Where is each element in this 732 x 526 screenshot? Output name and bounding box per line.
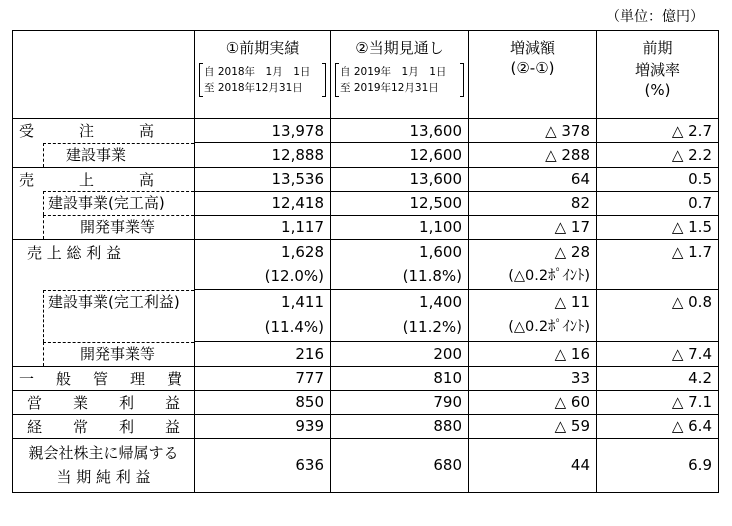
sales-prev: 13,536	[195, 167, 331, 191]
gross-dev-label: 開発事業等	[43, 342, 194, 366]
header-row	[13, 31, 719, 119]
row-op	[13, 390, 719, 414]
header-prev-from: 自 2018年 1月 1日	[204, 66, 311, 78]
forecast-table	[12, 30, 719, 493]
header-curr-from: 自 2019年 1月 1日	[340, 66, 447, 78]
gross-const-curr-cell	[331, 290, 469, 342]
row-sales-dev	[13, 215, 719, 240]
gross-const-label: 建設事業(完工利益)	[43, 290, 194, 342]
op-rate: △ 7.1	[597, 390, 719, 414]
label-char: 上	[78, 170, 94, 189]
gross-curr-ratio: (11.8%)	[402, 267, 462, 285]
label-char: 益	[164, 393, 180, 412]
row-sales-const	[13, 191, 719, 215]
header-diff-title: 増減額	[509, 39, 555, 57]
sales-dev-label: 開発事業等	[43, 215, 194, 239]
gross-diff: △ 28	[554, 243, 590, 261]
orders-prev: 13,978	[195, 119, 331, 143]
sga-prev: 777	[195, 366, 331, 390]
gross-prev-cell	[195, 240, 331, 290]
op-curr: 790	[331, 390, 469, 414]
label-orders	[13, 119, 195, 143]
sales-dev-prev: 1,117	[195, 215, 331, 240]
gross-diff-points: (△0.2ﾎﾟｲﾝﾄ)	[508, 268, 590, 284]
row-orders	[13, 119, 719, 143]
row-orders-const	[13, 143, 719, 168]
op-diff: △ 60	[469, 390, 597, 414]
sga-rate: 4.2	[597, 366, 719, 390]
gross-dev-prev: 216	[195, 342, 331, 367]
row-net	[13, 438, 719, 492]
gross-curr: 1,600	[419, 243, 462, 261]
orders-const-label: 建設事業	[43, 143, 194, 167]
label-char: 費	[166, 369, 182, 388]
gross-const-curr-ratio: (11.2%)	[402, 318, 462, 336]
net-label-line1: 親会社株主に帰属する	[28, 444, 179, 462]
header-rate-sub: 増減率	[634, 61, 680, 79]
gross-curr-cell	[331, 240, 469, 290]
label-char: 利	[118, 393, 134, 412]
label-char: 高	[138, 122, 154, 141]
header-curr-title: ②当期見通し	[355, 39, 444, 57]
label-char: 売	[19, 170, 35, 189]
row-gross	[13, 240, 719, 290]
label-char: 般	[55, 369, 71, 388]
gross-dev-diff: △ 16	[469, 342, 597, 367]
orders-const-diff: △ 288	[469, 143, 597, 168]
orders-rate: △ 2.7	[597, 119, 719, 143]
orders-curr: 13,600	[331, 119, 469, 143]
header-diff-sub: (②-①)	[510, 59, 555, 77]
sales-const-prev: 12,418	[195, 191, 331, 215]
row-sga	[13, 366, 719, 390]
header-prev-to: 至 2018年12月31日	[204, 82, 303, 94]
gross-prev: 1,628	[281, 243, 324, 261]
label-char: 高	[138, 170, 154, 189]
gross-const-diff-cell	[469, 290, 597, 342]
orders-const-prev: 12,888	[195, 143, 331, 168]
sga-curr: 810	[331, 366, 469, 390]
label-char: 常	[72, 417, 88, 436]
gross-const-prev-cell	[195, 290, 331, 342]
label-gross	[13, 240, 195, 290]
label-sales-const	[13, 191, 195, 215]
label-sales	[13, 167, 195, 191]
label-ord	[13, 414, 195, 438]
label-char: 営	[27, 393, 43, 412]
header-curr	[331, 31, 469, 119]
orders-diff: △ 378	[469, 119, 597, 143]
label-sales-dev	[13, 215, 195, 240]
gross-const-diff: △ 11	[554, 293, 590, 311]
sales-dev-curr: 1,100	[331, 215, 469, 240]
header-rate-title: 前期	[642, 39, 673, 57]
net-label-line2: 当 期 純 利 益	[56, 468, 151, 486]
label-char: 受	[19, 122, 35, 141]
gross-const-prev-ratio: (11.4%)	[264, 318, 324, 336]
unit-note: （単位：億円）	[606, 9, 704, 25]
net-prev: 636	[195, 438, 331, 492]
label-char: 一	[19, 369, 35, 388]
label-char: 理	[129, 369, 145, 388]
ord-rate: △ 6.4	[597, 414, 719, 438]
header-prev-title: ①前期実績	[225, 39, 300, 57]
sales-curr: 13,600	[331, 167, 469, 191]
row-sales	[13, 167, 719, 191]
sales-rate: 0.5	[597, 167, 719, 191]
header-prev	[195, 31, 331, 119]
sales-const-diff: 82	[469, 191, 597, 215]
orders-const-rate: △ 2.2	[597, 143, 719, 168]
ord-curr: 880	[331, 414, 469, 438]
gross-dev-curr: 200	[331, 342, 469, 367]
label-gross-const	[13, 290, 195, 342]
gross-const-diff-points: (△0.2ﾎﾟｲﾝﾄ)	[508, 319, 590, 335]
sales-const-curr: 12,500	[331, 191, 469, 215]
header-rate-unit: (%)	[644, 81, 671, 99]
label-char: 業	[72, 393, 88, 412]
row-gross-const	[13, 290, 719, 342]
label-orders-const	[13, 143, 195, 168]
header-blank	[13, 31, 195, 119]
gross-rate: △ 1.7	[597, 240, 719, 290]
sales-const-rate: 0.7	[597, 191, 719, 215]
gross-const-curr: 1,400	[419, 293, 462, 311]
sales-dev-diff: △ 17	[469, 215, 597, 240]
net-diff: 44	[469, 438, 597, 492]
sales-const-label: 建設事業(完工高)	[43, 191, 194, 215]
ord-prev: 939	[195, 414, 331, 438]
header-curr-to: 至 2019年12月31日	[340, 82, 439, 94]
row-gross-dev	[13, 342, 719, 367]
orders-const-curr: 12,600	[331, 143, 469, 168]
label-char: 経	[27, 417, 43, 436]
header-diff	[469, 31, 597, 119]
gross-label: 売 上 総 利 益	[27, 244, 122, 262]
sga-diff: 33	[469, 366, 597, 390]
gross-prev-ratio: (12.0%)	[264, 267, 324, 285]
sales-dev-rate: △ 1.5	[597, 215, 719, 240]
label-sga	[13, 366, 195, 390]
header-curr-period	[335, 63, 464, 97]
gross-const-rate: △ 0.8	[597, 290, 719, 342]
label-char: 益	[164, 417, 180, 436]
header-prev-period	[199, 63, 326, 97]
gross-diff-cell	[469, 240, 597, 290]
label-gross-dev	[13, 342, 195, 367]
sales-diff: 64	[469, 167, 597, 191]
net-rate: 6.9	[597, 438, 719, 492]
label-op	[13, 390, 195, 414]
row-ord	[13, 414, 719, 438]
label-char: 注	[78, 122, 94, 141]
ord-diff: △ 59	[469, 414, 597, 438]
gross-dev-rate: △ 7.4	[597, 342, 719, 367]
label-char: 利	[118, 417, 134, 436]
gross-const-prev: 1,411	[281, 293, 324, 311]
label-net	[13, 438, 195, 492]
op-prev: 850	[195, 390, 331, 414]
header-rate	[597, 31, 719, 119]
label-char: 管	[92, 369, 108, 388]
net-curr: 680	[331, 438, 469, 492]
